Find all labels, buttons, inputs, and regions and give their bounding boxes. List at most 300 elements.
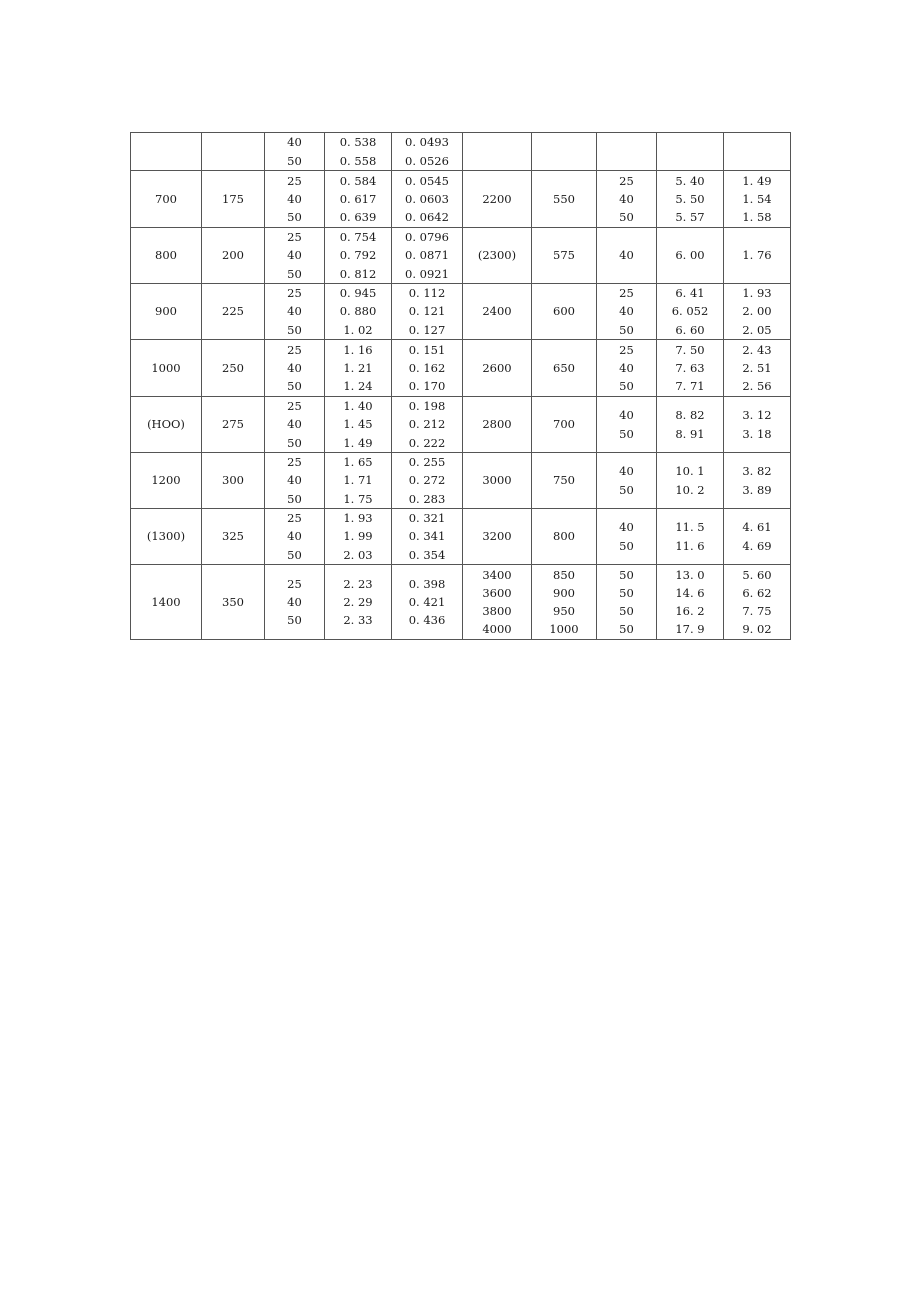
cell-value: 6. 00 [675, 248, 705, 263]
cell-value: 1. 54 [742, 191, 772, 206]
cell-value: 0. 617 [339, 191, 377, 206]
cell-value: 8. 91 [675, 426, 705, 441]
cell-value: 0. 792 [339, 248, 377, 263]
cell-value: 0. 584 [339, 173, 377, 188]
cell-value-stack [463, 527, 531, 545]
cell-value: 2600 [482, 360, 512, 375]
table-cell [657, 133, 724, 171]
table-cell [392, 340, 463, 397]
cell-value: 7. 50 [675, 342, 705, 357]
table-cell [202, 565, 265, 640]
table-cell [532, 565, 597, 640]
cell-value-stack [597, 406, 656, 442]
cell-value: 800 [553, 529, 575, 544]
cell-value: 40 [287, 529, 302, 544]
cell-value-stack [657, 284, 723, 339]
cell-value: 2. 05 [742, 322, 772, 337]
cell-value: 1. 58 [742, 210, 772, 225]
cell-value: 0. 436 [408, 613, 446, 628]
table-cell [657, 397, 724, 453]
table-cell [597, 228, 657, 284]
cell-value: 50 [287, 210, 302, 225]
cell-value: 16. 2 [675, 604, 705, 618]
table-cell [325, 565, 392, 640]
cell-value: 0. 0603 [405, 191, 449, 206]
cell-value: 1. 02 [343, 322, 373, 337]
table-cell [265, 565, 325, 640]
cell-value-stack [657, 172, 723, 227]
cell-value: 350 [222, 594, 244, 609]
cell-value: 40 [287, 360, 302, 375]
table-cell [131, 397, 202, 453]
table-cell [392, 565, 463, 640]
table-cell [131, 453, 202, 509]
cell-value-stack [202, 471, 264, 489]
table-cell [657, 565, 724, 640]
cell-value: 2. 51 [742, 360, 772, 375]
cell-value: 4. 61 [742, 520, 772, 535]
cell-value: 1. 75 [343, 491, 373, 506]
cell-value: 5. 40 [675, 173, 705, 188]
cell-value: 3000 [482, 473, 512, 488]
table-cell [597, 133, 657, 171]
cell-value-stack [265, 172, 324, 227]
table-cell [325, 228, 392, 284]
table-cell [657, 340, 724, 397]
table-cell [392, 453, 463, 509]
cell-value: 6. 60 [675, 322, 705, 337]
cell-value: 40 [287, 417, 302, 432]
table-cell [597, 284, 657, 340]
cell-value-stack [392, 453, 462, 508]
cell-value: 2. 03 [343, 547, 373, 562]
cell-value: 225 [222, 304, 244, 319]
cell-value-stack [131, 527, 201, 545]
cell-value-stack [202, 190, 264, 208]
cell-value: 0. 170 [408, 379, 446, 394]
cell-value-stack [265, 341, 324, 396]
table-cell [463, 284, 532, 340]
table-cell [265, 228, 325, 284]
cell-value: 1. 65 [343, 455, 373, 470]
table-cell [724, 509, 791, 565]
cell-value: 175 [222, 191, 244, 206]
cell-value: 0. 754 [339, 230, 377, 245]
cell-value-stack [325, 172, 391, 227]
cell-value: 1000 [549, 622, 579, 637]
table-cell [724, 340, 791, 397]
table-row [131, 133, 791, 171]
cell-value: 40 [619, 360, 634, 375]
table-cell [724, 397, 791, 453]
cell-value-stack [597, 462, 656, 498]
cell-value-stack [325, 397, 391, 452]
table-cell [724, 228, 791, 284]
cell-value: 2. 23 [343, 576, 373, 591]
table-cell [532, 284, 597, 340]
cell-value: 50 [287, 153, 302, 168]
cell-value: 6. 41 [675, 286, 705, 301]
cell-value: 6. 052 [671, 304, 709, 319]
cell-value: 5. 57 [675, 210, 705, 225]
cell-value-stack [392, 509, 462, 564]
cell-value: 1. 99 [343, 529, 373, 544]
cell-value: 700 [155, 191, 177, 206]
cell-value: 2. 56 [742, 379, 772, 394]
table-cell [724, 284, 791, 340]
cell-value-stack [597, 341, 656, 396]
cell-value-stack [131, 415, 201, 433]
cell-value: 0. 222 [408, 435, 446, 450]
table-cell [724, 565, 791, 640]
cell-value: 575 [553, 248, 575, 263]
cell-value-stack [463, 415, 531, 433]
cell-value: 1. 45 [343, 417, 373, 432]
cell-value: 25 [287, 511, 302, 526]
table-cell [325, 133, 392, 171]
table-cell [131, 284, 202, 340]
table-cell [463, 228, 532, 284]
cell-value: (1300) [146, 529, 186, 544]
table-cell [532, 340, 597, 397]
cell-value: 10. 2 [675, 482, 705, 497]
cell-value: 2. 33 [343, 613, 373, 628]
table-row [131, 565, 791, 640]
table-cell [325, 509, 392, 565]
cell-value-stack [724, 172, 790, 227]
cell-value: 1. 16 [343, 342, 373, 357]
table-cell [532, 453, 597, 509]
cell-value: 0. 421 [408, 594, 446, 609]
cell-value-stack [657, 406, 723, 442]
cell-value-stack [131, 246, 201, 264]
table-cell [202, 133, 265, 171]
table-cell [265, 340, 325, 397]
cell-value: 0. 162 [408, 360, 446, 375]
cell-value: 3. 89 [742, 482, 772, 497]
cell-value: 0. 212 [408, 417, 446, 432]
table-cell [724, 171, 791, 228]
cell-value-stack [325, 284, 391, 339]
table-cell [202, 397, 265, 453]
cell-value-stack [392, 575, 462, 630]
cell-value: 1. 49 [343, 435, 373, 450]
cell-value-stack [724, 284, 790, 339]
cell-value-stack [657, 246, 723, 264]
cell-value: 250 [222, 360, 244, 375]
cell-value-stack [463, 302, 531, 320]
table-cell [532, 171, 597, 228]
cell-value: 0. 272 [408, 473, 446, 488]
cell-value: 0. 0871 [405, 248, 449, 263]
cell-value-stack [265, 575, 324, 630]
cell-value: 50 [619, 567, 634, 582]
cell-value: 50 [287, 613, 302, 628]
cell-value-stack [325, 453, 391, 508]
cell-value: 3. 18 [742, 426, 772, 441]
cell-value: 40 [287, 594, 302, 609]
cell-value: 40 [619, 304, 634, 319]
cell-value: 4000 [482, 622, 512, 637]
cell-value-stack [532, 415, 596, 433]
table-cell [597, 397, 657, 453]
cell-value-stack [532, 471, 596, 489]
table-row [131, 284, 791, 340]
cell-value: 700 [553, 417, 575, 432]
cell-value: 50 [619, 322, 634, 337]
table-cell [532, 228, 597, 284]
cell-value: 1. 71 [343, 473, 373, 488]
cell-value: 11. 5 [675, 520, 705, 535]
cell-value: 50 [287, 435, 302, 450]
cell-value: 40 [619, 248, 634, 263]
cell-value: 50 [619, 379, 634, 394]
cell-value-stack [265, 397, 324, 452]
table-cell [131, 565, 202, 640]
table-cell [657, 171, 724, 228]
cell-value: 0. 341 [408, 529, 446, 544]
cell-value: 25 [287, 455, 302, 470]
table-cell [597, 171, 657, 228]
cell-value: 7. 71 [675, 379, 705, 394]
cell-value-stack [202, 302, 264, 320]
table-cell [131, 228, 202, 284]
table-cell [463, 509, 532, 565]
cell-value: 3. 12 [742, 408, 772, 423]
cell-value-stack [131, 359, 201, 377]
table-cell [532, 509, 597, 565]
cell-value-stack [265, 228, 324, 283]
table-cell [202, 228, 265, 284]
table-cell [325, 171, 392, 228]
cell-value: 3200 [482, 529, 512, 544]
cell-value: 2400 [482, 304, 512, 319]
cell-value: 40 [287, 135, 302, 150]
cell-value: 0. 0796 [405, 230, 449, 245]
cell-value: 25 [287, 230, 302, 245]
cell-value-stack [532, 302, 596, 320]
cell-value: 0. 283 [408, 491, 446, 506]
table-body [131, 133, 791, 640]
cell-value: 40 [287, 304, 302, 319]
cell-value-stack [657, 341, 723, 396]
table-cell [265, 171, 325, 228]
cell-value: 950 [553, 604, 575, 618]
table-cell [463, 340, 532, 397]
cell-value: 40 [619, 464, 634, 479]
cell-value: 50 [619, 585, 634, 600]
cell-value: 13. 0 [675, 567, 705, 582]
cell-value-stack [724, 462, 790, 498]
cell-value: 0. 538 [339, 135, 377, 150]
cell-value: 0. 880 [339, 304, 377, 319]
cell-value: 50 [619, 538, 634, 553]
cell-value: 900 [553, 585, 575, 600]
table-cell [657, 509, 724, 565]
table-cell [597, 565, 657, 640]
cell-value: 1. 76 [742, 248, 772, 263]
table-row [131, 509, 791, 565]
table-cell [724, 133, 791, 171]
cell-value: 2. 29 [343, 594, 373, 609]
table-cell [131, 171, 202, 228]
cell-value: 8. 82 [675, 408, 705, 423]
cell-value: 40 [287, 248, 302, 263]
cell-value-stack [724, 246, 790, 264]
cell-value: 550 [553, 191, 575, 206]
cell-value: 2. 00 [742, 304, 772, 319]
table-cell [202, 171, 265, 228]
table-cell [463, 133, 532, 171]
table-cell [597, 453, 657, 509]
cell-value: 7. 75 [742, 604, 772, 618]
cell-value: 0. 255 [408, 455, 446, 470]
cell-value-stack [202, 593, 264, 611]
cell-value: 600 [553, 304, 575, 319]
table-cell [265, 453, 325, 509]
cell-value-stack [265, 453, 324, 508]
cell-value: 25 [287, 342, 302, 357]
cell-value: 2200 [482, 191, 512, 206]
cell-value: 650 [553, 360, 575, 375]
cell-value: 17. 9 [675, 622, 705, 637]
cell-value: 0. 0526 [405, 153, 449, 168]
cell-value: 800 [155, 248, 177, 263]
cell-value: 0. 127 [408, 322, 446, 337]
table-cell [265, 133, 325, 171]
cell-value: 0. 0493 [405, 135, 449, 150]
cell-value: 200 [222, 248, 244, 263]
cell-value: 3800 [482, 604, 512, 618]
cell-value: 0. 112 [408, 286, 446, 301]
cell-value: 1. 40 [343, 399, 373, 414]
table-cell [325, 284, 392, 340]
cell-value: 4. 69 [742, 538, 772, 553]
cell-value: 0. 398 [408, 576, 446, 591]
cell-value: 325 [222, 529, 244, 544]
cell-value: 11. 6 [675, 538, 705, 553]
cell-value: 25 [619, 173, 634, 188]
table-row [131, 228, 791, 284]
cell-value: 0. 639 [339, 210, 377, 225]
cell-value: 40 [619, 408, 634, 423]
table-cell [202, 284, 265, 340]
cell-value: 2. 43 [742, 342, 772, 357]
table-cell [265, 509, 325, 565]
cell-value-stack [265, 133, 324, 169]
table-row [131, 340, 791, 397]
cell-value-stack [597, 518, 656, 554]
table-cell [265, 397, 325, 453]
cell-value-stack [532, 190, 596, 208]
cell-value-stack [597, 246, 656, 264]
cell-value: 5. 60 [742, 567, 772, 582]
cell-value-stack [724, 566, 790, 639]
cell-value: 1200 [151, 473, 181, 488]
data-table [130, 132, 791, 640]
cell-value-stack [597, 566, 656, 639]
cell-value: 25 [287, 576, 302, 591]
cell-value-stack [597, 284, 656, 339]
cell-value-stack [202, 359, 264, 377]
cell-value: 25 [619, 286, 634, 301]
cell-value: 40 [619, 520, 634, 535]
table-cell [463, 397, 532, 453]
table-cell [325, 397, 392, 453]
cell-value-stack [265, 509, 324, 564]
cell-value-stack [202, 527, 264, 545]
cell-value-stack [131, 593, 201, 611]
table-cell [724, 453, 791, 509]
cell-value: 1. 24 [343, 379, 373, 394]
cell-value: 50 [619, 426, 634, 441]
table-cell [392, 397, 463, 453]
cell-value: 275 [222, 417, 244, 432]
cell-value: 6. 62 [742, 585, 772, 600]
cell-value: 0. 0545 [405, 173, 449, 188]
table-cell [392, 284, 463, 340]
cell-value: 50 [287, 547, 302, 562]
cell-value-stack [325, 575, 391, 630]
cell-value: 0. 558 [339, 153, 377, 168]
cell-value-stack [392, 172, 462, 227]
table-cell [131, 509, 202, 565]
cell-value: 2800 [482, 417, 512, 432]
cell-value: 0. 198 [408, 399, 446, 414]
table-row [131, 397, 791, 453]
cell-value: 0. 151 [408, 342, 446, 357]
cell-value: 3400 [482, 567, 512, 582]
cell-value: 14. 6 [675, 585, 705, 600]
cell-value: 40 [287, 191, 302, 206]
cell-value: 50 [619, 210, 634, 225]
cell-value: 0. 945 [339, 286, 377, 301]
table-cell [463, 565, 532, 640]
cell-value: (2300) [477, 248, 517, 263]
table-cell [202, 340, 265, 397]
table-cell [657, 284, 724, 340]
cell-value-stack [724, 341, 790, 396]
cell-value: 50 [287, 266, 302, 281]
cell-value: 0. 812 [339, 266, 377, 281]
cell-value-stack [463, 246, 531, 264]
cell-value: 900 [155, 304, 177, 319]
cell-value-stack [724, 518, 790, 554]
cell-value: 3. 82 [742, 464, 772, 479]
cell-value-stack [325, 509, 391, 564]
table-cell [463, 453, 532, 509]
cell-value: 1400 [151, 594, 181, 609]
table-cell [131, 340, 202, 397]
table-cell [265, 284, 325, 340]
table-cell [597, 509, 657, 565]
cell-value: 1. 49 [742, 173, 772, 188]
cell-value-stack [202, 415, 264, 433]
table-cell [202, 509, 265, 565]
cell-value-stack [463, 190, 531, 208]
table-row [131, 453, 791, 509]
cell-value-stack [325, 133, 391, 169]
cell-value: 50 [287, 322, 302, 337]
cell-value: 0. 0642 [405, 210, 449, 225]
cell-value: 0. 0921 [405, 266, 449, 281]
cell-value: 10. 1 [675, 464, 705, 479]
cell-value: 0. 121 [408, 304, 446, 319]
cell-value: 50 [287, 379, 302, 394]
cell-value: 5. 50 [675, 191, 705, 206]
table-row [131, 171, 791, 228]
cell-value: 1. 93 [343, 511, 373, 526]
